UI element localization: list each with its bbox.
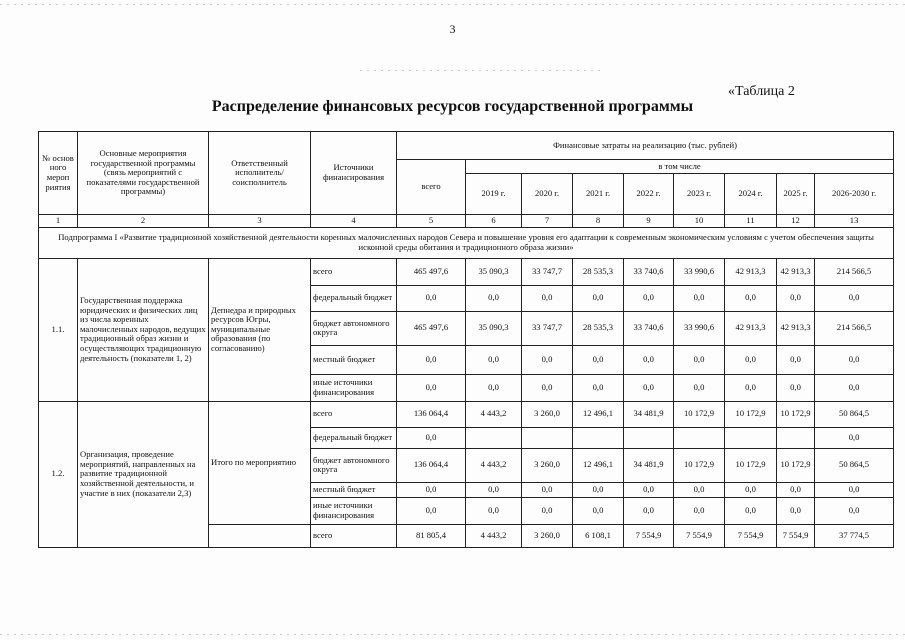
column-number: 4 xyxy=(311,215,397,228)
value-cell: 7 554,9 xyxy=(777,524,815,547)
value-cell: 0,0 xyxy=(674,285,725,311)
value-cell: 3 260,0 xyxy=(522,524,573,547)
value-cell: 50 864,5 xyxy=(815,401,894,427)
value-cell: 0,0 xyxy=(815,374,894,401)
value-cell: 0,0 xyxy=(777,345,815,374)
value-cell: 42 913,3 xyxy=(725,258,777,285)
value-cell: 0,0 xyxy=(522,374,573,401)
value-cell: 0,0 xyxy=(466,482,522,497)
value-cell: 465 497,6 xyxy=(397,311,466,345)
value-cell: 4 443,2 xyxy=(466,524,522,547)
column-number: 2 xyxy=(78,215,209,228)
value-cell: 0,0 xyxy=(674,497,725,524)
column-number: 8 xyxy=(573,215,624,228)
column-number: 13 xyxy=(815,215,894,228)
value-cell xyxy=(522,427,573,448)
table-row xyxy=(39,258,894,285)
value-cell: 33 747,7 xyxy=(522,258,573,285)
value-cell: 0,0 xyxy=(522,345,573,374)
header-num: № основ ного мероп риятия xyxy=(39,132,78,215)
activity-number: 1.1. xyxy=(39,258,78,401)
value-cell: 0,0 xyxy=(777,374,815,401)
value-cell: 465 497,6 xyxy=(397,258,466,285)
header-finance: Финансовые затраты на реализацию (тыс. рублей) xyxy=(397,132,894,160)
page-number: 3 xyxy=(449,22,456,36)
value-cell: 0,0 xyxy=(573,497,624,524)
value-cell: 33 990,6 xyxy=(674,258,725,285)
value-cell: 35 090,3 xyxy=(466,258,522,285)
value-cell: 33 990,6 xyxy=(674,311,725,345)
value-cell: 0,0 xyxy=(725,345,777,374)
value-cell: 0,0 xyxy=(466,497,522,524)
scan-noise-top xyxy=(0,4,905,5)
value-cell: 0,0 xyxy=(522,497,573,524)
header-activities: Основные мероприятия государственной программы (связь мероприятий с показателями государственной программы) xyxy=(78,132,209,215)
value-cell: 4 443,2 xyxy=(466,448,522,482)
funding-source: иные источники финансирования xyxy=(311,374,397,401)
activity-description: Организация, проведение мероприятий, направленных на развитие традиционной хозяйственной деятельности, и участие в них (показатели 2,3) xyxy=(78,401,209,547)
funding-source: федеральный бюджет xyxy=(311,427,397,448)
value-cell: 0,0 xyxy=(466,285,522,311)
value-cell: 0,0 xyxy=(397,345,466,374)
value-cell: 0,0 xyxy=(725,482,777,497)
value-cell: 10 172,9 xyxy=(725,401,777,427)
value-cell: 7 554,9 xyxy=(674,524,725,547)
value-cell: 0,0 xyxy=(815,345,894,374)
value-cell: 10 172,9 xyxy=(674,448,725,482)
value-cell: 33 740,6 xyxy=(624,258,674,285)
value-cell: 0,0 xyxy=(725,374,777,401)
value-cell: 7 554,9 xyxy=(725,524,777,547)
value-cell: 3 260,0 xyxy=(522,448,573,482)
header-sources: Источники финансирования xyxy=(311,132,397,215)
value-cell: 0,0 xyxy=(397,482,466,497)
value-cell: 214 566,5 xyxy=(815,311,894,345)
column-number: 1 xyxy=(39,215,78,228)
value-cell: 4 443,2 xyxy=(466,401,522,427)
activity-description: Государственная поддержка юридических и физических лиц из числа коренных малочисленных народов, ведущих традиционный образ жизни и осуществляющих традиционную деятельность (показатели 1, 2) xyxy=(78,258,209,401)
header-year: 2019 г. xyxy=(466,174,522,215)
value-cell: 35 090,3 xyxy=(466,311,522,345)
value-cell: 0,0 xyxy=(674,374,725,401)
value-cell: 6 108,1 xyxy=(573,524,624,547)
value-cell: 10 172,9 xyxy=(777,401,815,427)
value-cell: 0,0 xyxy=(397,374,466,401)
value-cell: 0,0 xyxy=(624,345,674,374)
document-title: Распределение финансовых ресурсов государственной программы xyxy=(211,98,694,115)
activity-number: 1.2. xyxy=(39,401,78,547)
value-cell: 0,0 xyxy=(466,374,522,401)
value-cell: 0,0 xyxy=(725,285,777,311)
header-year: 2021 г. xyxy=(573,174,624,215)
value-cell: 0,0 xyxy=(522,285,573,311)
table-row xyxy=(39,401,894,427)
funding-source: бюджет автономного округа xyxy=(311,448,397,482)
value-cell: 0,0 xyxy=(397,497,466,524)
value-cell: 37 774,5 xyxy=(815,524,894,547)
column-number: 9 xyxy=(624,215,674,228)
responsible-executor-empty xyxy=(209,524,311,547)
value-cell xyxy=(777,427,815,448)
value-cell: 0,0 xyxy=(573,345,624,374)
value-cell: 34 481,9 xyxy=(624,401,674,427)
value-cell: 0,0 xyxy=(777,497,815,524)
column-number: 10 xyxy=(674,215,725,228)
value-cell: 34 481,9 xyxy=(624,448,674,482)
column-number: 7 xyxy=(522,215,573,228)
value-cell: 0,0 xyxy=(815,285,894,311)
value-cell: 10 172,9 xyxy=(674,401,725,427)
value-cell: 42 913,3 xyxy=(777,311,815,345)
header-responsible: Ответственный исполнитель/соисполнитель xyxy=(209,132,311,215)
value-cell: 33 740,6 xyxy=(624,311,674,345)
value-cell: 0,0 xyxy=(674,482,725,497)
funding-source: местный бюджет xyxy=(311,345,397,374)
value-cell: 81 805,4 xyxy=(397,524,466,547)
column-number: 12 xyxy=(777,215,815,228)
column-number: 3 xyxy=(209,215,311,228)
funding-source: местный бюджет xyxy=(311,482,397,497)
funding-source: иные источники финансирования xyxy=(311,497,397,524)
financial-resources-table xyxy=(38,131,894,548)
value-cell: 136 064,4 xyxy=(397,401,466,427)
value-cell xyxy=(624,427,674,448)
table-tag: «Таблица 2 xyxy=(728,84,795,99)
header-year: 2020 г. xyxy=(522,174,573,215)
value-cell: 42 913,3 xyxy=(725,311,777,345)
value-cell: 0,0 xyxy=(397,427,466,448)
value-cell: 50 864,5 xyxy=(815,448,894,482)
value-cell: 0,0 xyxy=(815,427,894,448)
scan-noise-bottom xyxy=(0,634,905,635)
value-cell: 12 496,1 xyxy=(573,448,624,482)
responsible-executor: Депнедра и природных ресурсов Югры, муниципальные образования (по согласованию) xyxy=(209,258,311,401)
value-cell: 0,0 xyxy=(624,285,674,311)
value-cell xyxy=(573,427,624,448)
value-cell: 0,0 xyxy=(573,285,624,311)
funding-source: федеральный бюджет xyxy=(311,285,397,311)
value-cell: 0,0 xyxy=(624,374,674,401)
value-cell: 10 172,9 xyxy=(777,448,815,482)
value-cell: 0,0 xyxy=(777,285,815,311)
value-cell: 0,0 xyxy=(674,345,725,374)
funding-source: всего xyxy=(311,401,397,427)
value-cell: 10 172,9 xyxy=(725,448,777,482)
value-cell: 12 496,1 xyxy=(573,401,624,427)
value-cell: 0,0 xyxy=(573,482,624,497)
value-cell: 0,0 xyxy=(815,497,894,524)
value-cell: 28 535,3 xyxy=(573,311,624,345)
value-cell xyxy=(725,427,777,448)
header-year: 2023 г. xyxy=(674,174,725,215)
column-number: 5 xyxy=(397,215,466,228)
header-year: 2026-2030 г. xyxy=(815,174,894,215)
value-cell: 0,0 xyxy=(573,374,624,401)
value-cell: 33 747,7 xyxy=(522,311,573,345)
funding-source: всего xyxy=(311,524,397,547)
value-cell: 0,0 xyxy=(397,285,466,311)
value-cell: 0,0 xyxy=(815,482,894,497)
header-total: всего xyxy=(397,160,466,215)
subprogram-title: Подпрограмма I «Развитие традиционной хозяйственной деятельности коренных малочисленных народов Севера и повышение уровня его адаптации к современным экономическим условиям с учетом обеспечения защиты исконной среды обитания и традиционного образа жизни» xyxy=(39,227,894,258)
header-year: 2025 г. xyxy=(777,174,815,215)
value-cell: 0,0 xyxy=(725,497,777,524)
value-cell: 214 566,5 xyxy=(815,258,894,285)
value-cell: 7 554,9 xyxy=(624,524,674,547)
column-number: 6 xyxy=(466,215,522,228)
funding-source: всего xyxy=(311,258,397,285)
value-cell: 0,0 xyxy=(624,482,674,497)
column-number: 11 xyxy=(725,215,777,228)
scan-noise-upper xyxy=(360,70,600,71)
value-cell: 0,0 xyxy=(466,345,522,374)
value-cell: 42 913,3 xyxy=(777,258,815,285)
value-cell: 28 535,3 xyxy=(573,258,624,285)
value-cell: 0,0 xyxy=(522,482,573,497)
column-number-row xyxy=(39,215,894,228)
header-year: 2022 г. xyxy=(624,174,674,215)
value-cell xyxy=(466,427,522,448)
value-cell xyxy=(674,427,725,448)
value-cell: 0,0 xyxy=(777,482,815,497)
header-year: 2024 г. xyxy=(725,174,777,215)
responsible-executor: Итого по мероприятию xyxy=(209,401,311,524)
header-including: в том числе xyxy=(466,160,894,174)
funding-source: бюджет автономного округа xyxy=(311,311,397,345)
value-cell: 136 064,4 xyxy=(397,448,466,482)
value-cell: 3 260,0 xyxy=(522,401,573,427)
value-cell: 0,0 xyxy=(624,497,674,524)
